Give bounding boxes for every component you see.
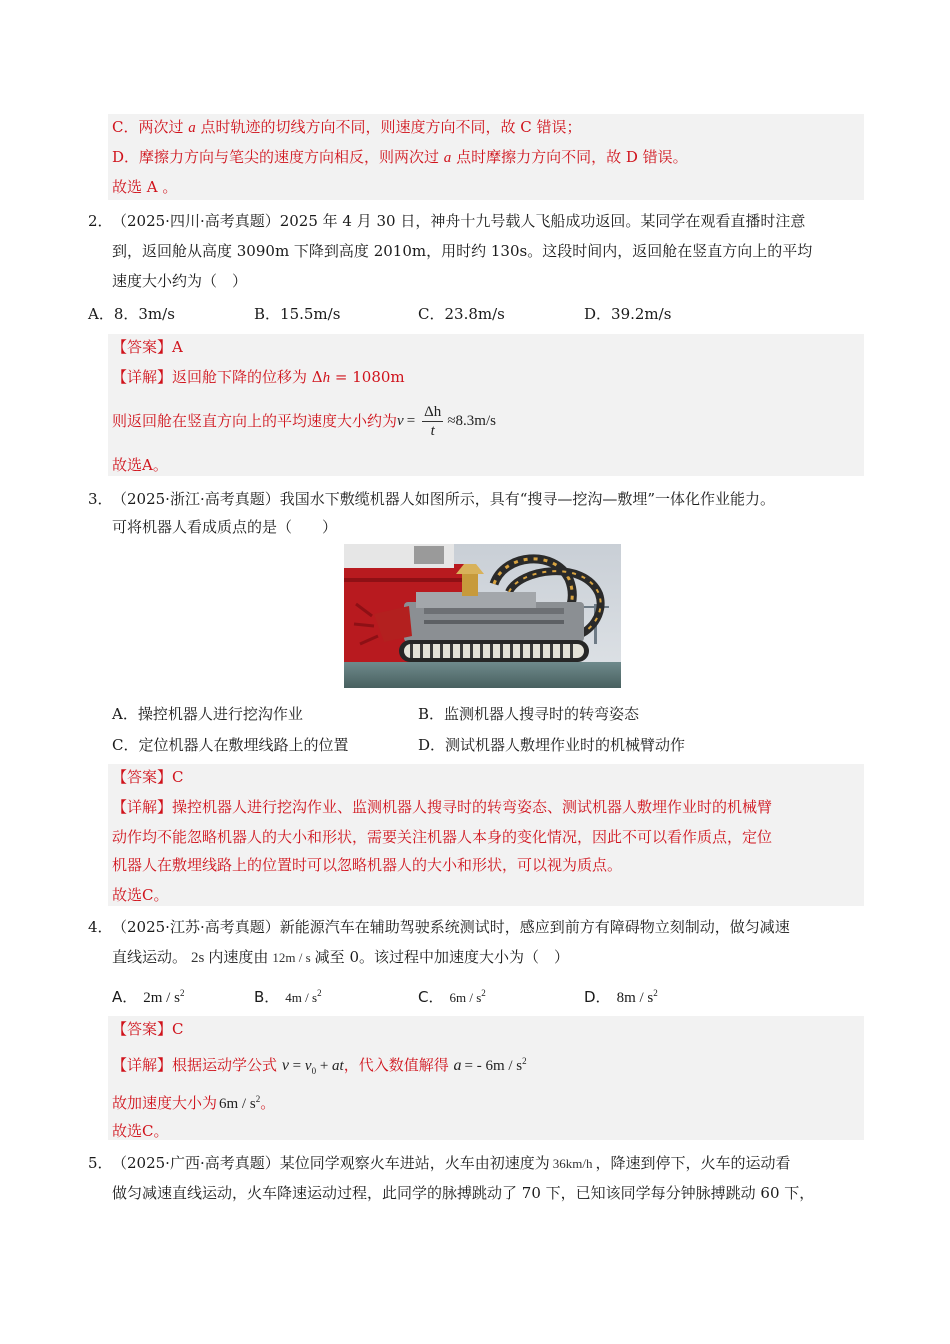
- q5-number: 5．: [88, 1154, 113, 1172]
- prev-conclusion: 故选 A 。: [112, 178, 178, 196]
- cable-robot-photo: [344, 544, 621, 688]
- q2-number: 2．: [88, 212, 113, 230]
- q3-conclusion: 故选C。: [112, 886, 169, 904]
- q2-stem-line-1: （2025·四川·高考真题）2025 年 4 月 30 日，神舟十九号载人飞船成功返回。某同学在观看直播时注意: [112, 212, 806, 230]
- prev-option-d-explanation: D．摩擦力方向与笔尖的速度方向相反，则两次过 a 点时摩擦力方向不同，故 D 错误。: [112, 148, 688, 166]
- prev-option-c-explanation: C．两次过 a 点时轨迹的切线方向不同，则速度方向不同，故 C 错误；: [112, 118, 582, 136]
- q2-stem-line-2: 到，返回舱从高度 3090m 下降到高度 2010m，用时约 130s。这段时间内，返回舱在竖直方向上的平均: [112, 242, 813, 260]
- q3-option-b: B．监测机器人搜寻时的转弯姿态: [418, 705, 640, 723]
- q2-option-a: A．8．3m/s: [88, 305, 175, 323]
- q4-option-c: C． $6m / s^2$: [418, 988, 486, 1006]
- q4-option-b: B． $4m / s^2$: [254, 988, 322, 1006]
- q4-conclusion: 故选C。: [112, 1122, 169, 1140]
- q4-answer: 【答案】C: [112, 1020, 184, 1038]
- q4-acceleration-magnitude: 故加速度大小为 $6m / s^2$。: [112, 1094, 276, 1112]
- q2-option-b: B．15.5m/s: [254, 305, 341, 323]
- q3-option-a: A．操控机器人进行挖沟作业: [112, 705, 303, 723]
- q4-formula-kinematics: v: [281, 1057, 289, 1074]
- q4-number: 4．: [88, 918, 113, 936]
- q2-formula-line: 则返回舱在竖直方向上的平均速度大小约为 v = $\frac{\Delta h}{t}$ ≈8.3m/s: [112, 403, 496, 439]
- q4-option-d: D． $8m / s^2$: [584, 988, 658, 1006]
- q2-option-d: D．39.2m/s: [584, 305, 672, 323]
- q3-option-c: C．定位机器人在敷埋线路上的位置: [112, 736, 349, 754]
- q3-stem-line-1: （2025·浙江·高考真题）我国水下敷缆机器人如图所示，具有“搜寻—挖沟—敷埋”一体化作业能力。: [112, 490, 776, 508]
- q3-detail-line-3: 机器人在敷埋线路上的位置时可以忽略机器人的大小和形状，可以视为质点。: [112, 856, 623, 874]
- q4-stem-line-1: （2025·江苏·高考真题）新能源汽车在辅助驾驶系统测试时，感应到前方有障碍物立刻制动，做匀减速: [112, 918, 790, 936]
- q4-detail: 【详解】根据运动学公式 $v = v_0$ + at，代入数值解得 a = - $6m / s^2$: [112, 1056, 527, 1076]
- q2-conclusion: 故选A。: [112, 456, 168, 474]
- q3-answer: 【答案】C: [112, 768, 184, 786]
- q4-option-a: A． $2m / s^2$: [112, 988, 185, 1006]
- q3-option-d: D．测试机器人敷埋作业时的机械臂动作: [418, 736, 686, 754]
- q2-formula: v = $\frac{\Delta h}{t}$ ≈8.3m/s: [397, 403, 496, 439]
- q3-stem-line-2: 可将机器人看成质点的是（ ）: [112, 518, 338, 536]
- q3-detail-line-2: 动作均不能忽略机器人的大小和形状，需要关注机器人本身的变化情况，因此不可以看作质点，定位: [112, 828, 773, 846]
- q2-option-c: C．23.8m/s: [418, 305, 505, 323]
- q2-answer: 【答案】A: [112, 338, 183, 356]
- q5-stem-line-2: 做匀减速直线运动，火车降速运动过程，此同学的脉搏跳动了 70 下，已知该同学每分钟脉搏跳动 60 下，: [112, 1184, 815, 1202]
- q3-detail-line-1: 【详解】操控机器人进行挖沟作业、监测机器人搜寻时的转弯姿态、测试机器人敷埋作业时的机械臂: [112, 798, 773, 816]
- q2-detail: 【详解】返回舱下降的位移为 Δh = 1080m: [112, 368, 405, 386]
- q3-number: 3．: [88, 490, 113, 508]
- q4-stem-line-2: 直线运动。 2s 内速度由 12m / s 减至 0。该过程中加速度大小为（ ）: [112, 948, 569, 966]
- q2-stem-line-3: 速度大小约为（ ）: [112, 272, 248, 290]
- q5-stem-line-1: （2025·广西·高考真题）某位同学观察火车进站，火车由初速度为 36km/h ，降速到停下，火车的运动看: [112, 1154, 791, 1172]
